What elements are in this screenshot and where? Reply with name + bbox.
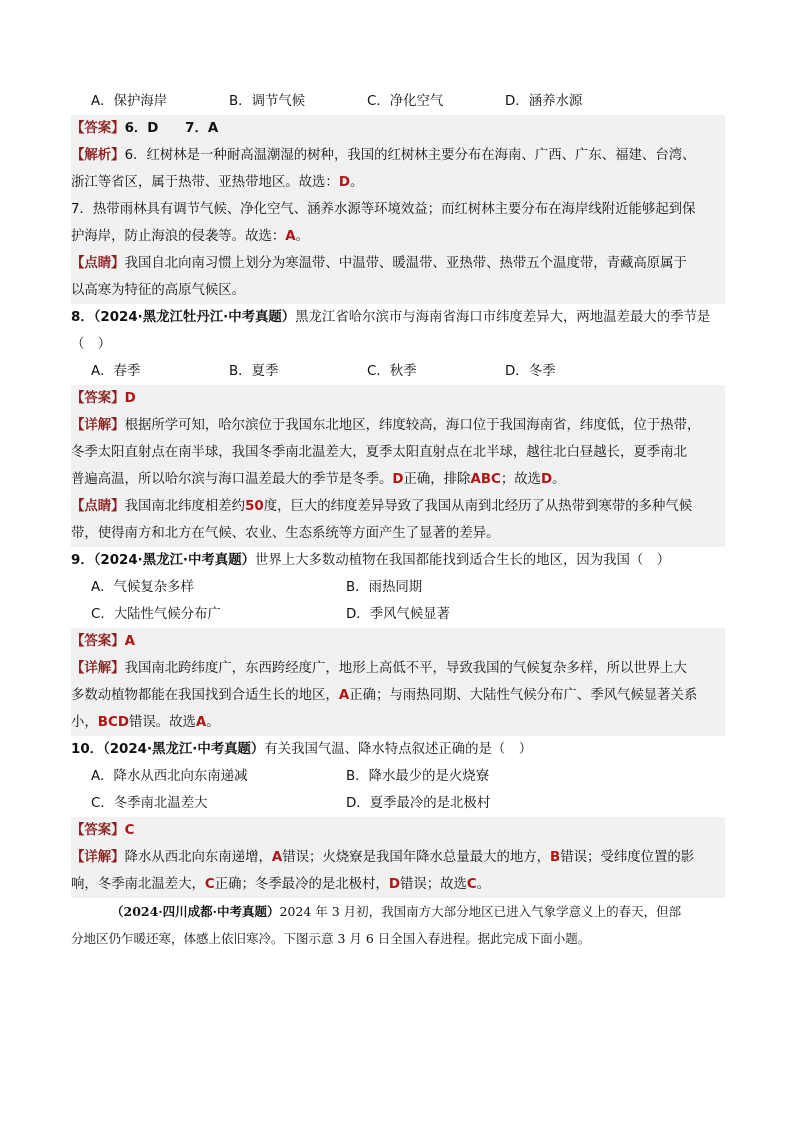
question-9-options-row1	[71, 574, 725, 601]
analysis-line	[71, 142, 725, 169]
point-line	[71, 493, 725, 520]
detail-text: 根据所学可知，哈尔滨位于我国东北地区，纬度较高，海口位于我国海南省，纬度低，位于热带，	[124, 418, 701, 433]
analysis-tag: 【解析】	[71, 148, 125, 163]
highlight-number: 50	[245, 499, 264, 514]
detail-tag: 【详解】	[71, 418, 125, 433]
option-d[interactable]: D．冬季	[505, 364, 556, 379]
point-tag: 【点睛】	[71, 256, 125, 271]
point-line	[71, 520, 725, 547]
detail-text: 错误；故选	[399, 877, 467, 892]
answer-line	[71, 628, 725, 655]
q8-solution-block	[71, 385, 725, 547]
q9-solution-block	[71, 628, 725, 736]
choice-letter: D	[541, 472, 553, 487]
point-text: 带，使得南方和北方在气候、农业、生态系统等方面产生了显著的差异。	[71, 526, 500, 541]
detail-line	[71, 655, 725, 682]
detail-text: 正确，排除	[403, 472, 471, 487]
option-d[interactable]: D．涵养水源	[505, 94, 583, 109]
choice-letter: ABC	[470, 472, 501, 487]
analysis-text: 护海岸，防止海浪的侵袭等。故选：	[71, 229, 286, 244]
intro-text: 2024 年 3 月初，我国南方大部分地区已进入气象学意义上的春天，但部	[279, 904, 682, 919]
choice-letter: A	[285, 229, 296, 244]
detail-line	[71, 439, 725, 466]
question-11-intro-line	[71, 898, 725, 925]
answer-value: A	[124, 634, 135, 649]
detail-text: 正确；冬季最冷的是北极村，	[214, 877, 389, 892]
analysis-text: 浙江等省区，属于热带、亚热带地区。故选：	[71, 175, 339, 190]
detail-line	[71, 682, 725, 709]
answer-value: D	[124, 391, 136, 406]
detail-text: 。	[206, 715, 220, 730]
detail-text: 错误；火烧寮是我国年降水总量最大的地方，	[282, 850, 551, 865]
question-number: 8．	[71, 310, 94, 325]
answer-tag: 【答案】	[71, 823, 125, 838]
choice-letter: BCD	[97, 715, 129, 730]
analysis-text: 。	[295, 229, 310, 244]
detail-text: 错误；受纬度位置的影	[560, 850, 695, 865]
answer-blank: （ ）	[71, 337, 112, 352]
answer-tag: 【答案】	[71, 391, 125, 406]
detail-text: 冬季太阳直射点在南半球，我国冬季南北温差大，夏季太阳直射点在北半球，越往北白昼越长，夏季南北	[71, 445, 687, 460]
detail-text: 降水从西北向东南递增，	[124, 850, 272, 865]
choice-letter: A	[271, 850, 283, 865]
detail-text: 错误。故选	[128, 715, 196, 730]
option-d[interactable]: D．夏季最冷的是北极村	[346, 796, 491, 811]
question-text: 世界上大多数动植物在我国都能找到适合生长的地区，因为我国（ ）	[254, 553, 671, 568]
detail-text: 响，冬季南北温差大，	[71, 877, 205, 892]
analysis-text: 。	[349, 175, 364, 190]
question-10-options-row2	[71, 790, 725, 817]
choice-letter: C	[204, 877, 215, 892]
question-9-stem	[71, 547, 725, 574]
analysis-text: 7．热带雨林具有调节气候、净化空气、涵养水源等环境效益；而红树林主要分布在海岸线附近能够起到保	[71, 202, 696, 217]
detail-line	[71, 466, 725, 493]
detail-text: 我国南北跨纬度广，东西跨经度广，地形上高低不平，导致我国的气候复杂多样，所以世界上大	[124, 661, 687, 676]
choice-letter: C	[466, 877, 477, 892]
detail-line	[71, 871, 725, 898]
option-a[interactable]: A．保护海岸	[91, 94, 168, 109]
q6-7-solution-block	[71, 115, 725, 304]
analysis-line	[71, 196, 725, 223]
question-8-blank	[71, 331, 725, 358]
point-text: 我国自北向南习惯上划分为寒温带、中温带、暖温带、亚热带、热带五个温度带，青藏高原属于	[124, 256, 687, 271]
question-number: 9．	[71, 553, 94, 568]
option-c[interactable]: C．大陆性气候分布广	[91, 607, 221, 622]
question-10-options-row1	[71, 763, 725, 790]
question-9-options-row2	[71, 601, 725, 628]
answer-value: C	[124, 823, 135, 838]
question-number: 10．	[71, 742, 104, 757]
answer-line	[71, 817, 725, 844]
detail-line	[71, 844, 725, 871]
question-source: （2024·四川成都·中考真题）	[111, 904, 280, 919]
detail-text: 多数动植物都能在我国找到合适生长的地区，	[71, 688, 339, 703]
q10-solution-block	[71, 817, 725, 898]
detail-text: 小，	[71, 715, 98, 730]
point-text: 以高寒为特征的高原气候区。	[71, 283, 246, 298]
option-b[interactable]: B．雨热同期	[346, 580, 423, 595]
detail-line	[71, 412, 725, 439]
option-c[interactable]: C．冬季南北温差大	[91, 796, 208, 811]
point-line	[71, 277, 725, 304]
detail-text: ；故选	[500, 472, 542, 487]
option-a[interactable]: A．春季	[91, 364, 141, 379]
question-source: （2024·黑龙江·中考真题）	[93, 553, 255, 568]
question-8-options	[71, 358, 725, 385]
detail-text: 普遍高温，所以哈尔滨与海口温差最大的季节是冬季。	[71, 472, 393, 487]
question-text: 黑龙江省哈尔滨市与海南省海口市纬度差异大，两地温差最大的季节是	[295, 310, 711, 325]
option-b[interactable]: B．夏季	[229, 364, 279, 379]
question-10-stem	[71, 736, 725, 763]
question-source: （2024·黑龙江·中考真题）	[103, 742, 265, 757]
detail-tag: 【详解】	[71, 850, 125, 865]
analysis-text: 6．红树林是一种耐高温潮湿的树种，我国的红树林主要分布在海南、广西、广东、福建、台湾、	[124, 148, 696, 163]
document-page	[71, 88, 725, 952]
detail-text: 正确；与雨热同期、大陆性气候分布广、季风气候显著关系	[349, 688, 698, 703]
choice-letter: D	[392, 472, 404, 487]
detail-text: 。	[552, 472, 566, 487]
answer-tag: 【答案】	[71, 121, 125, 136]
choice-letter: D	[388, 877, 400, 892]
point-text: 我国南北纬度相差约	[124, 499, 246, 514]
option-c[interactable]: C．秋季	[367, 364, 417, 379]
choice-letter: B	[550, 850, 561, 865]
question-8-stem	[71, 304, 725, 331]
question-source: （2024·黑龙江牡丹江·中考真题）	[93, 310, 296, 325]
choice-letter: A	[195, 715, 207, 730]
option-a[interactable]: A．降水从西北向东南递减	[91, 769, 248, 784]
answer-value: 6．D 7．A	[124, 121, 219, 136]
detail-tag: 【详解】	[71, 661, 125, 676]
analysis-line	[71, 169, 725, 196]
intro-text: 分地区仍乍暖还寒，体感上依旧寒冷。下图示意 3 月 6 日全国入春进程。据此完成下面小题。	[71, 931, 591, 946]
option-d[interactable]: D．季风气候显著	[346, 607, 451, 622]
q6-7-options	[71, 88, 725, 115]
question-text: 有关我国气温、降水特点叙述正确的是（ ）	[264, 742, 533, 757]
option-c[interactable]: C．净化空气	[367, 94, 444, 109]
point-text: 度，巨大的纬度差异导致了我国从南到北经历了从热带到寒带的多种气候	[263, 499, 693, 514]
choice-letter: A	[338, 688, 350, 703]
choice-letter: D	[338, 175, 350, 190]
option-a[interactable]: A．气候复杂多样	[91, 580, 194, 595]
option-b[interactable]: B．调节气候	[229, 94, 306, 109]
point-tag: 【点睛】	[71, 499, 125, 514]
detail-text: 。	[476, 877, 491, 892]
analysis-line	[71, 223, 725, 250]
point-line	[71, 250, 725, 277]
answer-line	[71, 385, 725, 412]
answer-line	[71, 115, 725, 142]
question-11-intro-line	[71, 925, 725, 952]
option-b[interactable]: B．降水最少的是火烧寮	[346, 769, 490, 784]
answer-tag: 【答案】	[71, 634, 125, 649]
detail-line	[71, 709, 725, 736]
